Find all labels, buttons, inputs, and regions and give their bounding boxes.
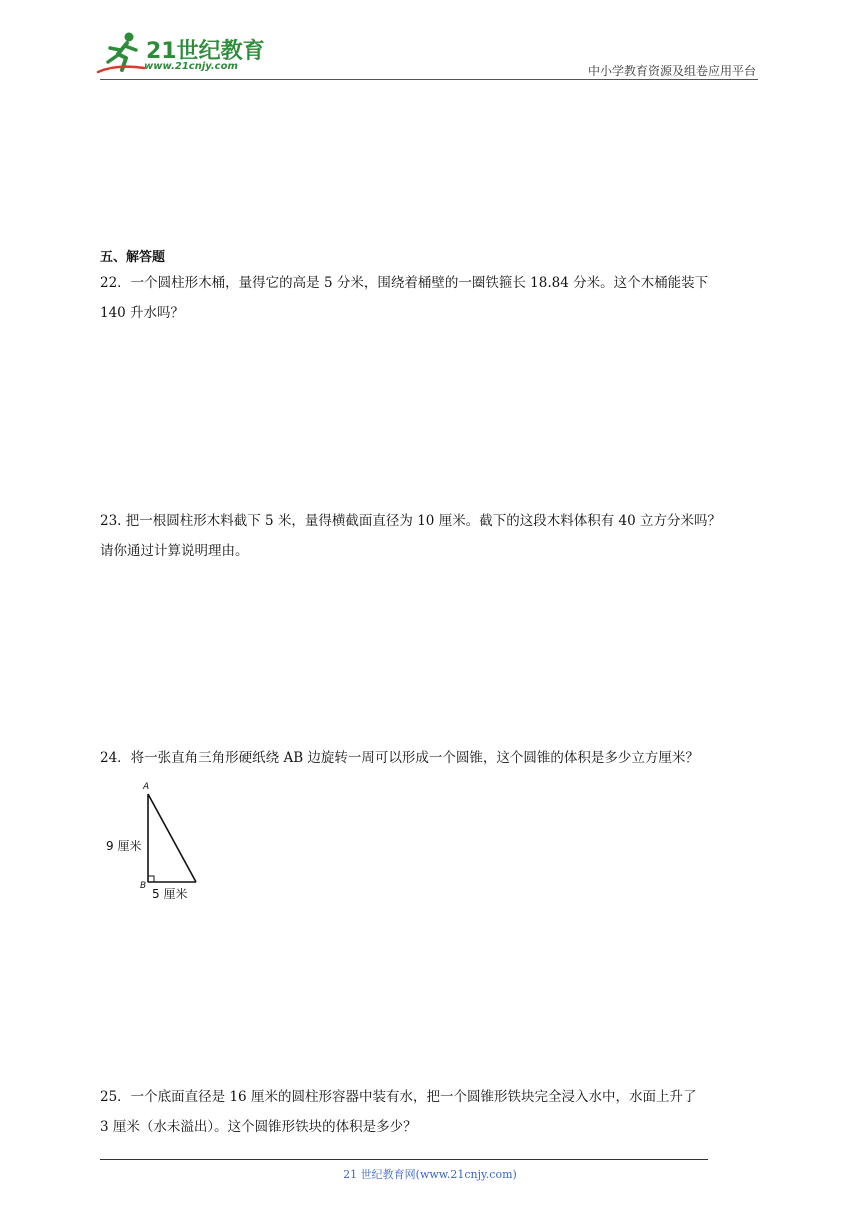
question-25-line-2: 3 厘米（水未溢出）。这个圆锥形铁块的体积是多少？ xyxy=(100,1119,417,1135)
question-23 xyxy=(100,506,721,566)
height-label: 9 厘米 xyxy=(106,839,142,853)
header-divider xyxy=(100,79,758,80)
footer-divider xyxy=(100,1159,708,1160)
vertex-a-label: A xyxy=(143,782,150,792)
base-label: 5 厘米 xyxy=(152,887,188,901)
right-triangle-figure xyxy=(100,780,220,905)
question-24-line-1: 24．将一张直角三角形硬纸绕 AB 边旋转一周可以形成一个圆锥，这个圆锥的体积是多少立方厘米？ xyxy=(100,750,699,766)
platform-name: 中小学教育资源及组卷应用平台 xyxy=(587,64,756,78)
question-25-line-1: 25．一个底面直径是 16 厘米的圆柱形容器中装有水，把一个圆锥形铁块完全浸入水中，水面上升了 xyxy=(100,1089,697,1105)
logo-text: 21世纪教育 xyxy=(146,39,265,64)
logo xyxy=(96,30,266,78)
question-24 xyxy=(100,743,699,773)
question-22-line-2: 140 升水吗？ xyxy=(100,305,185,321)
runner-logo-icon xyxy=(96,30,146,76)
question-25 xyxy=(100,1082,696,1142)
section-title: 五、解答题 xyxy=(100,250,166,265)
question-22-line-1: 22．一个圆柱形木桶，量得它的高是 5 分米，围绕着桶壁的一圈铁箍长 18.84 分米。这个木桶能装下 xyxy=(100,275,709,291)
vertex-b-label: B xyxy=(140,881,147,891)
logo-url: www.21cnjy.com xyxy=(144,61,238,72)
question-22 xyxy=(100,268,708,328)
page-header xyxy=(0,0,860,80)
question-23-line-1: 23. 把一根圆柱形木料截下 5 米，量得横截面直径为 10 厘米。截下的这段木料体积有 40 立方分米吗？ xyxy=(100,513,721,529)
footer-text: 21 世纪教育网(www.21cnjy.com) xyxy=(343,1168,517,1181)
question-23-line-2: 请你通过计算说明理由。 xyxy=(100,543,249,559)
